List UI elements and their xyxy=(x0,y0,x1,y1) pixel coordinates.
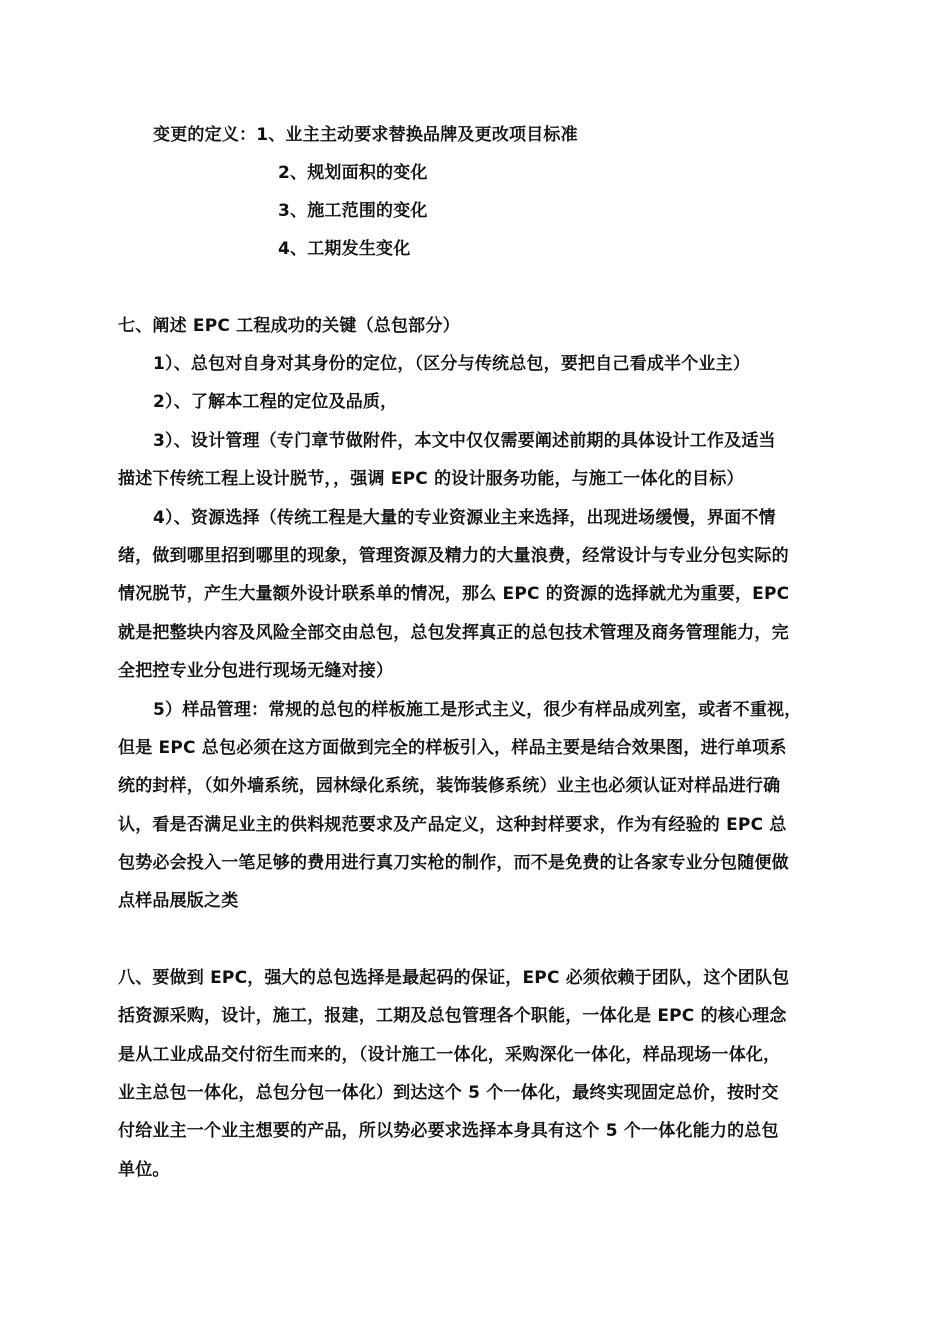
section-7-point-4-line-2: 绪，做到哪里招到哪里的现象，管理资源及精力的大量浪费，经常设计与专业分包实际的 xyxy=(118,546,789,566)
section-7-point-5-line-5: 包势必会投入一笔足够的费用进行真刀实枪的制作，而不是免费的让各家专业分包随便做 xyxy=(118,853,789,873)
section-7-point-4-line-4: 就是把整块内容及风险全部交由总包，总包发挥真正的总包技术管理及商务管理能力，完 xyxy=(118,623,789,643)
change-definition-item-4: 4、工期发生变化 xyxy=(278,239,411,259)
section-7-point-3-line-2: 描述下传统工程上设计脱节，，强调 EPC 的设计服务功能，与施工一体化的目标） xyxy=(118,469,744,489)
section-8-line-4: 业主总包一体化，总包分包一体化）到达这个 5 个一体化，最终实现固定总价，按时交 xyxy=(118,1083,779,1103)
section-8-line-5: 付给业主一个业主想要的产品，所以势必要求选择本身具有这个 5 个一体化能力的总包 xyxy=(118,1121,779,1141)
section-8-line-2: 括资源采购，设计，施工，报建，工期及总包管理各个职能，一体化是 EPC 的核心理念 xyxy=(118,1006,787,1026)
section-7-point-5-line-4: 认，看是否满足业主的供料规范要求及产品定义，这种封样要求，作为有经验的 EPC 总 xyxy=(118,815,787,835)
section-8-line-6: 单位。 xyxy=(118,1160,170,1180)
section-7-point-5-line-6: 点样品展版之类 xyxy=(118,891,239,911)
section-7-point-5-line-1: 5）样品管理：常规的总包的样板施工是形式主义，很少有样品成列室，或者不重视， xyxy=(153,700,802,720)
section-8-line-3: 是从工业成品交付衍生而来的，（设计施工一体化，采购深化一体化，样品现场一体化， xyxy=(118,1045,781,1065)
section-7-point-4-line-5: 全把控专业分包进行现场无缝对接） xyxy=(118,661,394,681)
section-7-point-3-line-1: 3）、设计管理（专门章节做附件，本文中仅仅需要阐述前期的具体设计工作及适当 xyxy=(153,431,776,451)
section-7-point-5-line-2: 但是 EPC 总包必须在这方面做到完全的样板引入，样品主要是结合效果图，进行单项系 xyxy=(118,738,787,758)
section-8-line-1: 八、要做到 EPC，强大的总包选择是最起码的保证，EPC 必须依赖于团队，这个团队包 xyxy=(118,968,790,988)
section-7-point-4-line-3: 情况脱节，产生大量额外设计联系单的情况，那么 EPC 的资源的选择就尤为重要，EPC xyxy=(118,584,790,604)
section-7-point-2: 2）、了解本工程的定位及品质， xyxy=(153,392,398,412)
section-7-point-1: 1）、总包对自身对其身份的定位，（区分与传统总包，要把自己看成半个业主） xyxy=(153,354,751,374)
change-definition-item-3: 3、施工范围的变化 xyxy=(278,201,428,221)
section-7-point-4-line-1: 4）、资源选择（传统工程是大量的专业资源业主来选择，出现进场缓慢，界面不情 xyxy=(153,508,776,528)
section-7-heading: 七、阐述 EPC 工程成功的关键（总包部分） xyxy=(118,316,460,336)
section-7-point-5-line-3: 统的封样，（如外墙系统，园林绿化系统，装饰装修系统）业主也必须认证对样品进行确 xyxy=(118,776,781,796)
change-definition-item-1: 变更的定义：1、业主主动要求替换品牌及更改项目标准 xyxy=(153,125,578,145)
change-definition-item-2: 2、规划面积的变化 xyxy=(278,163,428,183)
